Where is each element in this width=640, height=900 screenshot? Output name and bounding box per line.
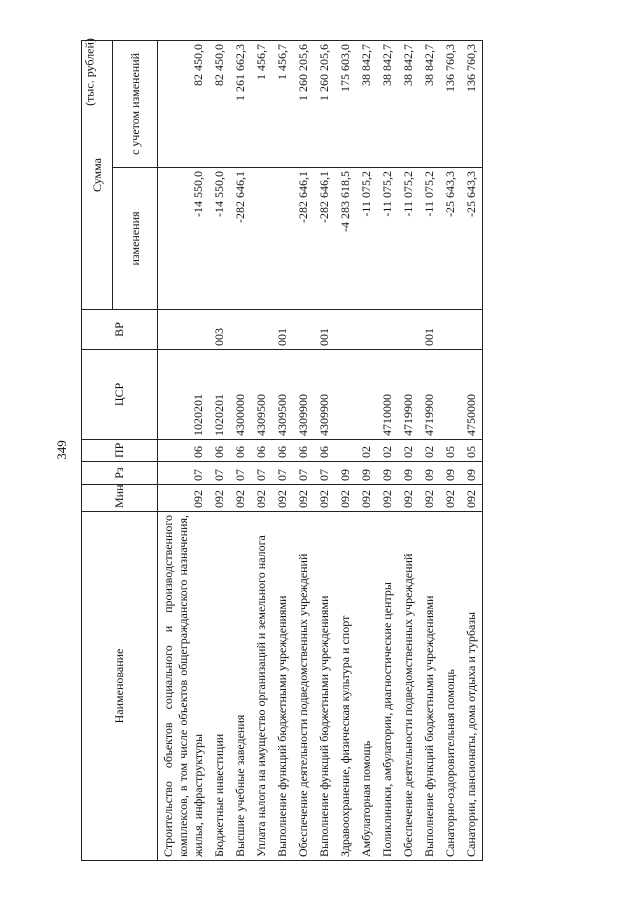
cell-csr: 4750000 [461,350,483,440]
cell-vr: 001 [314,310,335,350]
cell-change: -25 643,3 [461,168,483,310]
cell-vr [461,310,483,350]
header-pr: ПР [82,440,158,462]
cell-total: 38 842,7 [377,40,398,167]
cell-change [272,168,293,310]
cell-vr: 003 [209,310,230,350]
cell-min: 092 [461,485,483,512]
cell-rz: 07 [158,462,210,485]
cell-min: 092 [335,485,356,512]
table-body [158,40,483,860]
cell-change: -25 643,3 [440,168,461,310]
cell-csr: 4309900 [314,350,335,440]
cell-name: Выполнение функций бюджетными учреждениями [272,512,293,861]
cell-name: Санатории, пансионаты, дома отдыха и турбазы [461,512,483,861]
cell-change: -282 646,1 [293,168,314,310]
cell-vr [293,310,314,350]
cell-pr: 06 [272,440,293,462]
table-row [335,40,356,860]
table-header [82,40,158,860]
cell-pr: 02 [419,440,440,462]
cell-pr: 06 [314,440,335,462]
cell-total: 38 842,7 [356,40,377,167]
cell-min: 092 [293,485,314,512]
table-row [293,40,314,860]
cell-csr: 4719900 [398,350,419,440]
cell-total: 82 450,0 [158,40,210,167]
header-min: Мин [82,485,158,512]
header-rz: Рз [82,462,158,485]
cell-min: 092 [209,485,230,512]
cell-min: 092 [230,485,251,512]
cell-name: Выполнение функций бюджетными учреждениями [314,512,335,861]
cell-name: Высшие учебные заведения [230,512,251,861]
page-number: 349 [54,440,69,460]
table-row [398,40,419,860]
cell-csr [440,350,461,440]
cell-min: 092 [398,485,419,512]
budget-table [81,40,483,861]
header-with-changes: с учетом изменений [113,40,158,167]
cell-name: Выполнение функций бюджетными учреждениями [419,512,440,861]
cell-rz: 07 [251,462,272,485]
table-row [272,40,293,860]
cell-min: 092 [314,485,335,512]
cell-name: Санаторно-оздоровительная помощь [440,512,461,861]
cell-rz: 09 [419,462,440,485]
cell-rz: 07 [272,462,293,485]
cell-total: 38 842,7 [419,40,440,167]
cell-vr [440,310,461,350]
cell-csr: 4710000 [377,350,398,440]
cell-min: 092 [251,485,272,512]
cell-change [251,168,272,310]
cell-pr: 05 [440,440,461,462]
cell-name: Обеспечение деятельности подведомственных учреждений [398,512,419,861]
cell-csr: 1020201 [209,350,230,440]
cell-rz: 07 [209,462,230,485]
header-name: Наименование [82,512,158,861]
cell-csr: 4309500 [251,350,272,440]
cell-rz: 07 [293,462,314,485]
cell-min: 092 [377,485,398,512]
cell-rz: 07 [230,462,251,485]
cell-rz: 09 [440,462,461,485]
cell-vr [398,310,419,350]
cell-csr [356,350,377,440]
cell-csr: 4309900 [293,350,314,440]
cell-rz: 09 [377,462,398,485]
units-label: (тыс. рублей) [82,38,97,106]
cell-total: 1 260 205,6 [293,40,314,167]
table-row [461,40,483,860]
cell-vr [158,310,210,350]
table-row [209,40,230,860]
cell-pr: 06 [230,440,251,462]
table-row [251,40,272,860]
cell-csr [335,350,356,440]
cell-name: Амбулаторная помощь [356,512,377,861]
cell-change: -11 075,2 [356,168,377,310]
cell-total: 1 456,7 [251,40,272,167]
cell-min: 092 [419,485,440,512]
cell-change: -11 075,2 [398,168,419,310]
table-row [356,40,377,860]
cell-total: 136 760,3 [440,40,461,167]
cell-csr: 1020201 [158,350,210,440]
header-changes: изменения [113,168,158,310]
cell-total: 175 603,0 [335,40,356,167]
cell-rz: 07 [314,462,335,485]
table-row [419,40,440,860]
cell-change: -11 075,2 [419,168,440,310]
cell-change: -14 550,0 [158,168,210,310]
header-csr: ЦСР [82,350,158,440]
cell-min: 092 [272,485,293,512]
cell-pr: 06 [293,440,314,462]
cell-change: -11 075,2 [377,168,398,310]
cell-pr: 06 [209,440,230,462]
cell-vr [335,310,356,350]
cell-change: -282 646,1 [314,168,335,310]
cell-vr [230,310,251,350]
cell-pr: 05 [461,440,483,462]
cell-change: -14 550,0 [209,168,230,310]
cell-total: 38 842,7 [398,40,419,167]
cell-name: Обеспечение деятельности подведомственных учреждений [293,512,314,861]
cell-pr: 02 [377,440,398,462]
cell-csr: 4309500 [272,350,293,440]
header-sum: Сумма [82,40,113,309]
cell-rz: 09 [335,462,356,485]
cell-pr [335,440,356,462]
cell-total: 136 760,3 [461,40,483,167]
header-vr: ВР [82,310,158,350]
cell-change: -282 646,1 [230,168,251,310]
cell-name: Здравоохранение, физическая культура и спорт [335,512,356,861]
table-row [158,40,210,860]
cell-rz: 09 [398,462,419,485]
cell-rz: 09 [461,462,483,485]
cell-total: 82 450,0 [209,40,230,167]
cell-pr: 02 [398,440,419,462]
cell-vr [356,310,377,350]
cell-min: 092 [440,485,461,512]
cell-csr: 4719900 [419,350,440,440]
cell-total: 1 456,7 [272,40,293,167]
cell-rz: 09 [356,462,377,485]
cell-vr: 001 [272,310,293,350]
cell-pr: 06 [158,440,210,462]
cell-csr: 4300000 [230,350,251,440]
cell-change: -4 283 618,5 [335,168,356,310]
cell-name: Бюджетные инвестиции [209,512,230,861]
cell-name: Уплата налога на имущество организаций и земельного налога [251,512,272,861]
cell-vr: 001 [419,310,440,350]
cell-vr [377,310,398,350]
table-row [440,40,461,860]
cell-name: Поликлиники, амбулатории, диагностические центры [377,512,398,861]
rotated-table-wrapper [81,41,574,861]
cell-name: Строительство объектов социального и производственного комплексов, в том числе объектов общегражданского назначения, жилья, инфраструктуры [158,512,210,861]
cell-total: 1 260 205,6 [314,40,335,167]
table-row [230,40,251,860]
cell-min: 092 [158,485,210,512]
cell-pr: 02 [356,440,377,462]
cell-pr: 06 [251,440,272,462]
cell-min: 092 [356,485,377,512]
cell-vr [251,310,272,350]
table-row [314,40,335,860]
cell-total: 1 261 662,3 [230,40,251,167]
table-row [377,40,398,860]
